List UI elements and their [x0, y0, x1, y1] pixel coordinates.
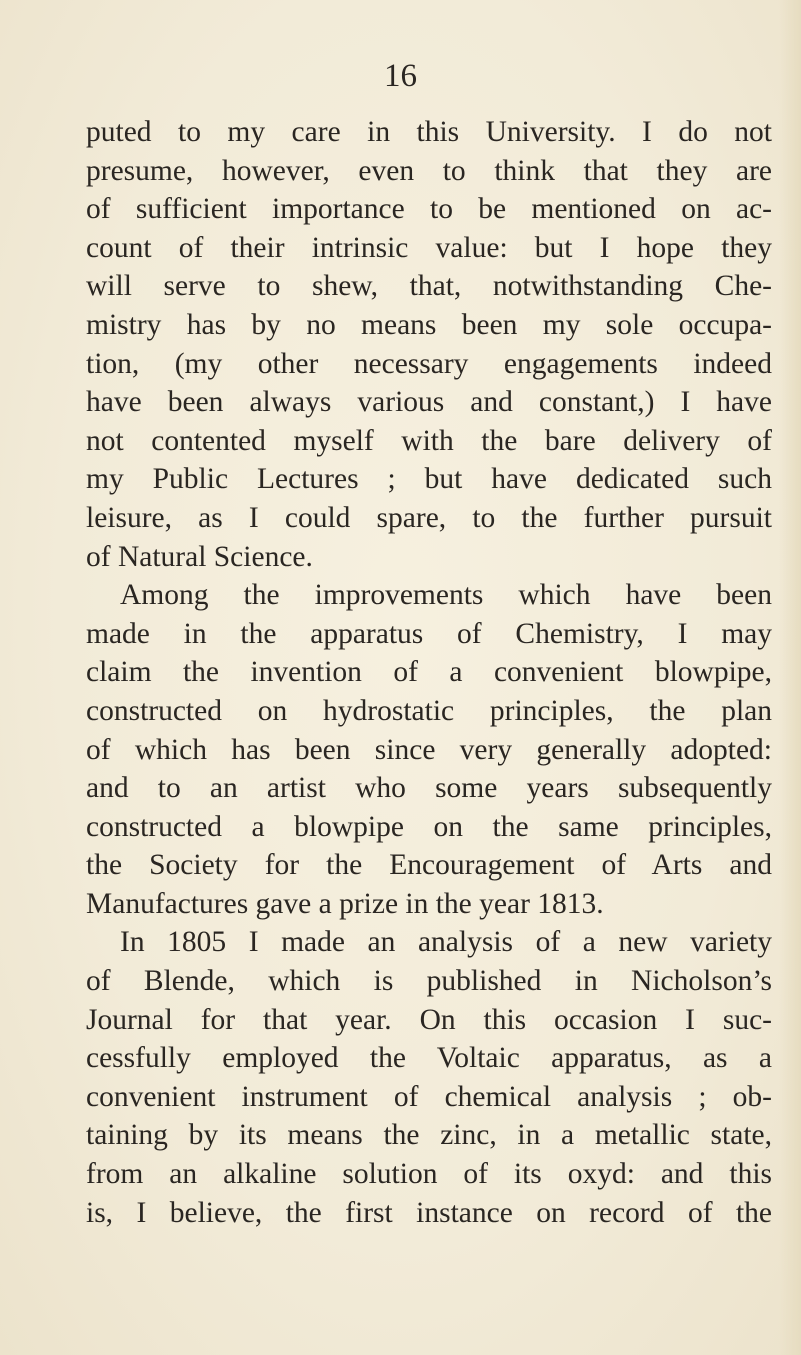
text-line: convenient instrument of chemical analysis ; ob-: [86, 1080, 772, 1113]
text-line: presume, however, even to think that they are: [86, 154, 772, 187]
text-line: constructed a blowpipe on the same principles,: [86, 810, 772, 843]
text-line: and to an artist who some years subsequently: [86, 772, 772, 805]
text-line: of Blende, which is published in Nicholson’s: [86, 965, 772, 998]
body-text: [86, 113, 772, 1232]
text-line: my Public Lectures ; but have dedicated such: [86, 463, 772, 496]
text-line: of Natural Science.: [86, 540, 313, 573]
page-number: 16: [384, 58, 417, 94]
text-line: mistry has by no means been my sole occupa-: [86, 308, 772, 341]
page-edge-shadow: [779, 0, 801, 1355]
text-line: from an alkaline solution of its oxyd: and this: [86, 1158, 772, 1191]
text-line: of sufficient importance to be mentioned on ac-: [86, 193, 772, 226]
text-line: count of their intrinsic value: but I hope they: [86, 231, 772, 264]
text-line: constructed on hydrostatic principles, the plan: [86, 694, 772, 727]
text-line: Journal for that year. On this occasion I suc-: [86, 1003, 772, 1036]
text-line: In 1805 I made an analysis of a new variety: [120, 926, 772, 959]
text-line: not contented myself with the bare delivery of: [86, 424, 772, 457]
text-line: claim the invention of a convenient blowpipe,: [86, 656, 772, 689]
text-line: made in the apparatus of Chemistry, I may: [86, 617, 772, 650]
text-line: Among the improvements which have been: [120, 579, 772, 612]
text-line: of which has been since very generally adopted:: [86, 733, 772, 766]
text-line: have been always various and constant,) I have: [86, 386, 772, 419]
text-line: is, I believe, the first instance on record of the: [86, 1196, 772, 1229]
text-line: tion, (my other necessary engagements indeed: [86, 347, 772, 380]
text-line: will serve to shew, that, notwithstanding Che-: [86, 270, 772, 303]
text-line: puted to my care in this University. I do not: [86, 116, 772, 148]
text-line: Manufactures gave a prize in the year 1813.: [86, 887, 604, 920]
text-line: cessfully employed the Voltaic apparatus, as a: [86, 1042, 772, 1075]
text-line: leisure, as I could spare, to the further pursuit: [86, 501, 772, 534]
text-line: the Society for the Encouragement of Arts and: [86, 849, 772, 882]
text-line: taining by its means the zinc, in a metallic state,: [86, 1119, 772, 1152]
